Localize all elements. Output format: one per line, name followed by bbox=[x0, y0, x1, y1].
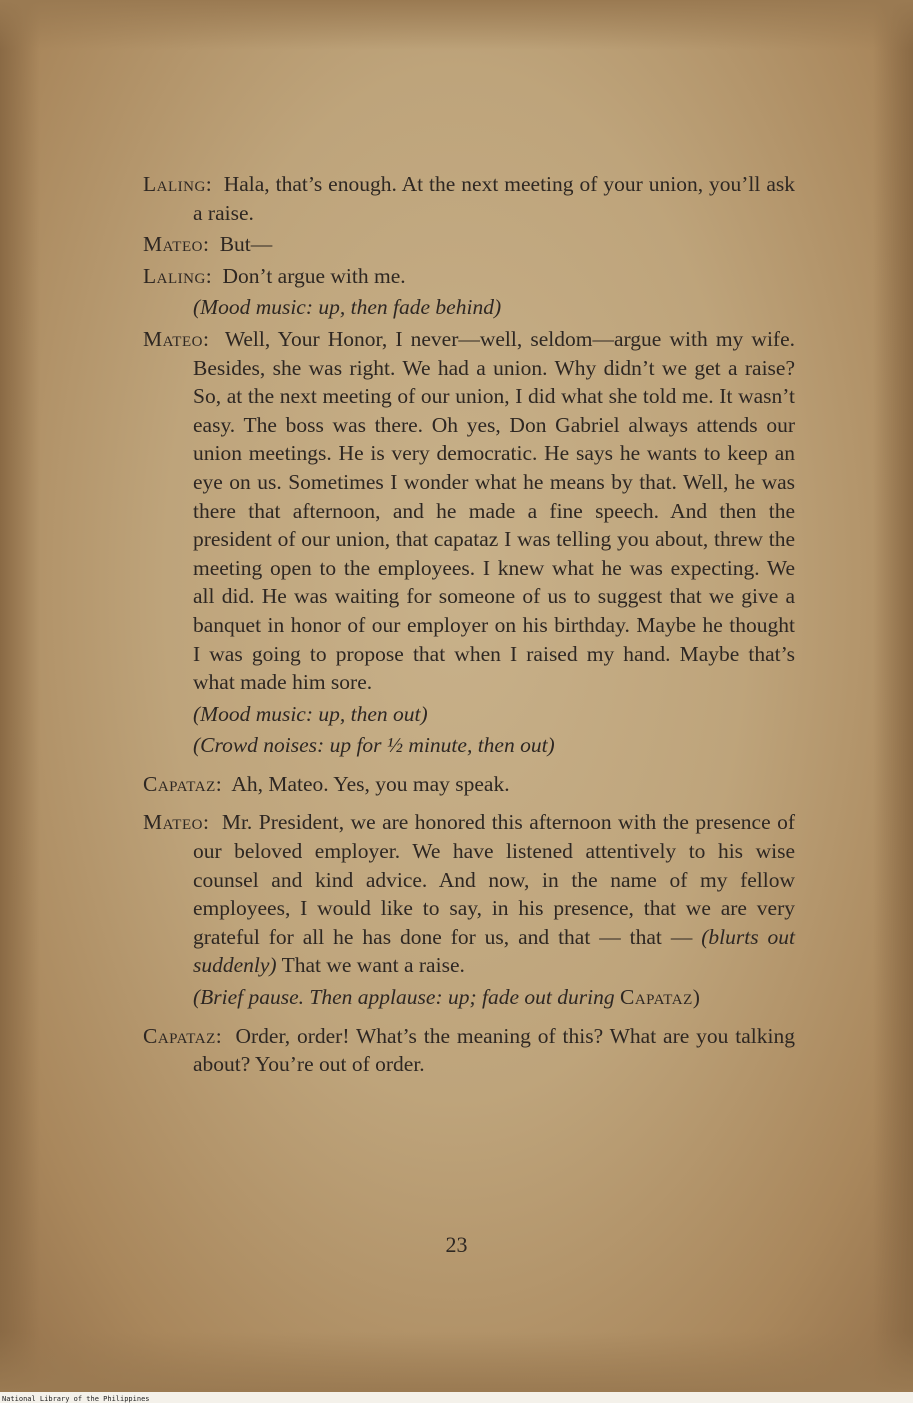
dialogue-line-capataz-1: Capataz: Ah, Mateo. Yes, you may speak. bbox=[143, 771, 510, 796]
dialogue-line-mateo-1: Mateo: But— bbox=[143, 232, 273, 257]
stage-direction-text: (Crowd noises bbox=[193, 733, 318, 758]
stage-direction-3 bbox=[193, 731, 795, 760]
stage-direction-text: (Brief pause. Then applause bbox=[193, 985, 436, 1010]
stage-direction-1 bbox=[193, 293, 795, 322]
stage-direction-text: (Mood music bbox=[193, 295, 306, 320]
speaker-name: Laling bbox=[143, 263, 206, 288]
stage-direction-text: : up; fade out during bbox=[435, 985, 615, 1010]
speaker-name: Mateo bbox=[143, 232, 203, 257]
speaker-name: Capataz bbox=[143, 1023, 216, 1048]
page-shadow-right bbox=[873, 0, 913, 1392]
dialogue-line-mateo-3: Mateo: Mr. President, we are honored this afternoon with the presence of our beloved employer. We have listened attentively to his wise counsel and kind advice. And now, in the name of my fellow employees, I would like to say, in his presence, that we are very grateful for all he has done for us, and that — that — (blurts out suddenly) That we want a raise. bbox=[143, 810, 796, 978]
dialogue-text: Ah, Mateo. Yes, you may speak. bbox=[231, 771, 510, 796]
dialogue-text: Don’t argue with me. bbox=[222, 263, 406, 288]
stage-direction-text: (Mood music bbox=[193, 701, 306, 726]
dialogue-line-laling-2: Laling: Don’t argue with me. bbox=[143, 263, 406, 288]
footer-credit: National Library of the Philippines bbox=[2, 1395, 150, 1403]
stage-direction-2 bbox=[193, 700, 795, 729]
dialogue-text: Well, Your Honor, I never—well, seldom—argue with my wife. Besides, she was right. We had a union. Why didn’t we get a raise? So, at the next meeting of our union, I did what she told me. It wasn’t easy. The boss was there. Oh yes, Don Gabriel always attends our union meetings. He is very democratic. He says he wants to keep an eye on us. Sometimes I wonder what he means by that. Well, he was there that afternoon, and he made a fine speech. And then the president of our union, that capataz I was telling you about, threw the meeting open to the employees. I knew what he was expecting. We all did. He was waiting for someone of us to suggest that we give a banquet in honor of our employer on his birthday. Maybe he thought I was going to propose that when I raised my hand. Maybe that’s what made him sore. bbox=[193, 326, 796, 695]
stage-direction-4 bbox=[193, 983, 795, 1012]
dialogue-line-mateo-2: Mateo: Well, Your Honor, I never—well, seldom—argue with my wife. Besides, she was right. We had a union. Why didn’t we get a raise? So, at the next meeting of our union, I did what she told me. It wasn’t easy. The boss was there. Oh yes, Don Gabriel always attends our union meetings. He is very democratic. He says he wants to keep an eye on us. Sometimes I wonder what he means by that. Well, he was there that afternoon, and he made a fine speech. And then the president of our union, that capataz I was telling you about, threw the meeting open to the employees. I knew what he was expecting. We all did. He was waiting for someone of us to suggest that we give a banquet in honor of our employer on his birthday. Maybe he thought I was going to propose that when I raised my hand. Maybe that’s what made him sore. bbox=[143, 326, 796, 695]
dialogue-text: That we want a raise. bbox=[281, 953, 465, 978]
speaker-name: Mateo bbox=[143, 326, 203, 351]
dialogue-line-laling-1: Laling: Hala, that’s enough. At the next meeting of your union, you’ll ask a raise. bbox=[143, 172, 795, 225]
stage-direction-text: : up, then fade behind) bbox=[305, 295, 502, 320]
dialogue-line-capataz-2: Capataz: Order, order! What’s the meaning of this? What are you talking about? You’re out of order. bbox=[143, 1023, 795, 1077]
stage-direction-text: : up for ½ minute, then out) bbox=[317, 733, 555, 758]
dialogue-text: Mr. President, we are honored this afternoon with the presence of our beloved employer. We have listened attentively to his wise counsel and kind advice. And now, in the name of my fellow employees, I would like to say, in his presence, that we are very grateful for all he has done for us, and that — that — bbox=[193, 810, 795, 949]
script-text bbox=[143, 170, 795, 1082]
page-shadow-left bbox=[0, 0, 40, 1392]
stage-direction-text: : up, then out) bbox=[305, 701, 428, 726]
stage-direction-speaker: Capataz bbox=[619, 985, 693, 1010]
stage-direction-text: ) bbox=[692, 985, 701, 1010]
stage-direction-inline: (blurts out suddenly) bbox=[193, 924, 796, 978]
page-shadow-top bbox=[0, 0, 913, 50]
page-shadow-bottom bbox=[0, 1332, 913, 1392]
dialogue-text: But— bbox=[219, 232, 273, 257]
speaker-name: Laling bbox=[143, 172, 206, 196]
speaker-name: Mateo bbox=[143, 810, 203, 835]
dialogue-text: Order, order! What’s the meaning of this? What are you talking about? You’re out of order. bbox=[193, 1023, 795, 1077]
dialogue-text: Hala, that’s enough. At the next meeting of your union, you’ll ask a raise. bbox=[193, 172, 795, 225]
speaker-name: Capataz bbox=[143, 771, 216, 796]
page-number: 23 bbox=[445, 1232, 468, 1257]
